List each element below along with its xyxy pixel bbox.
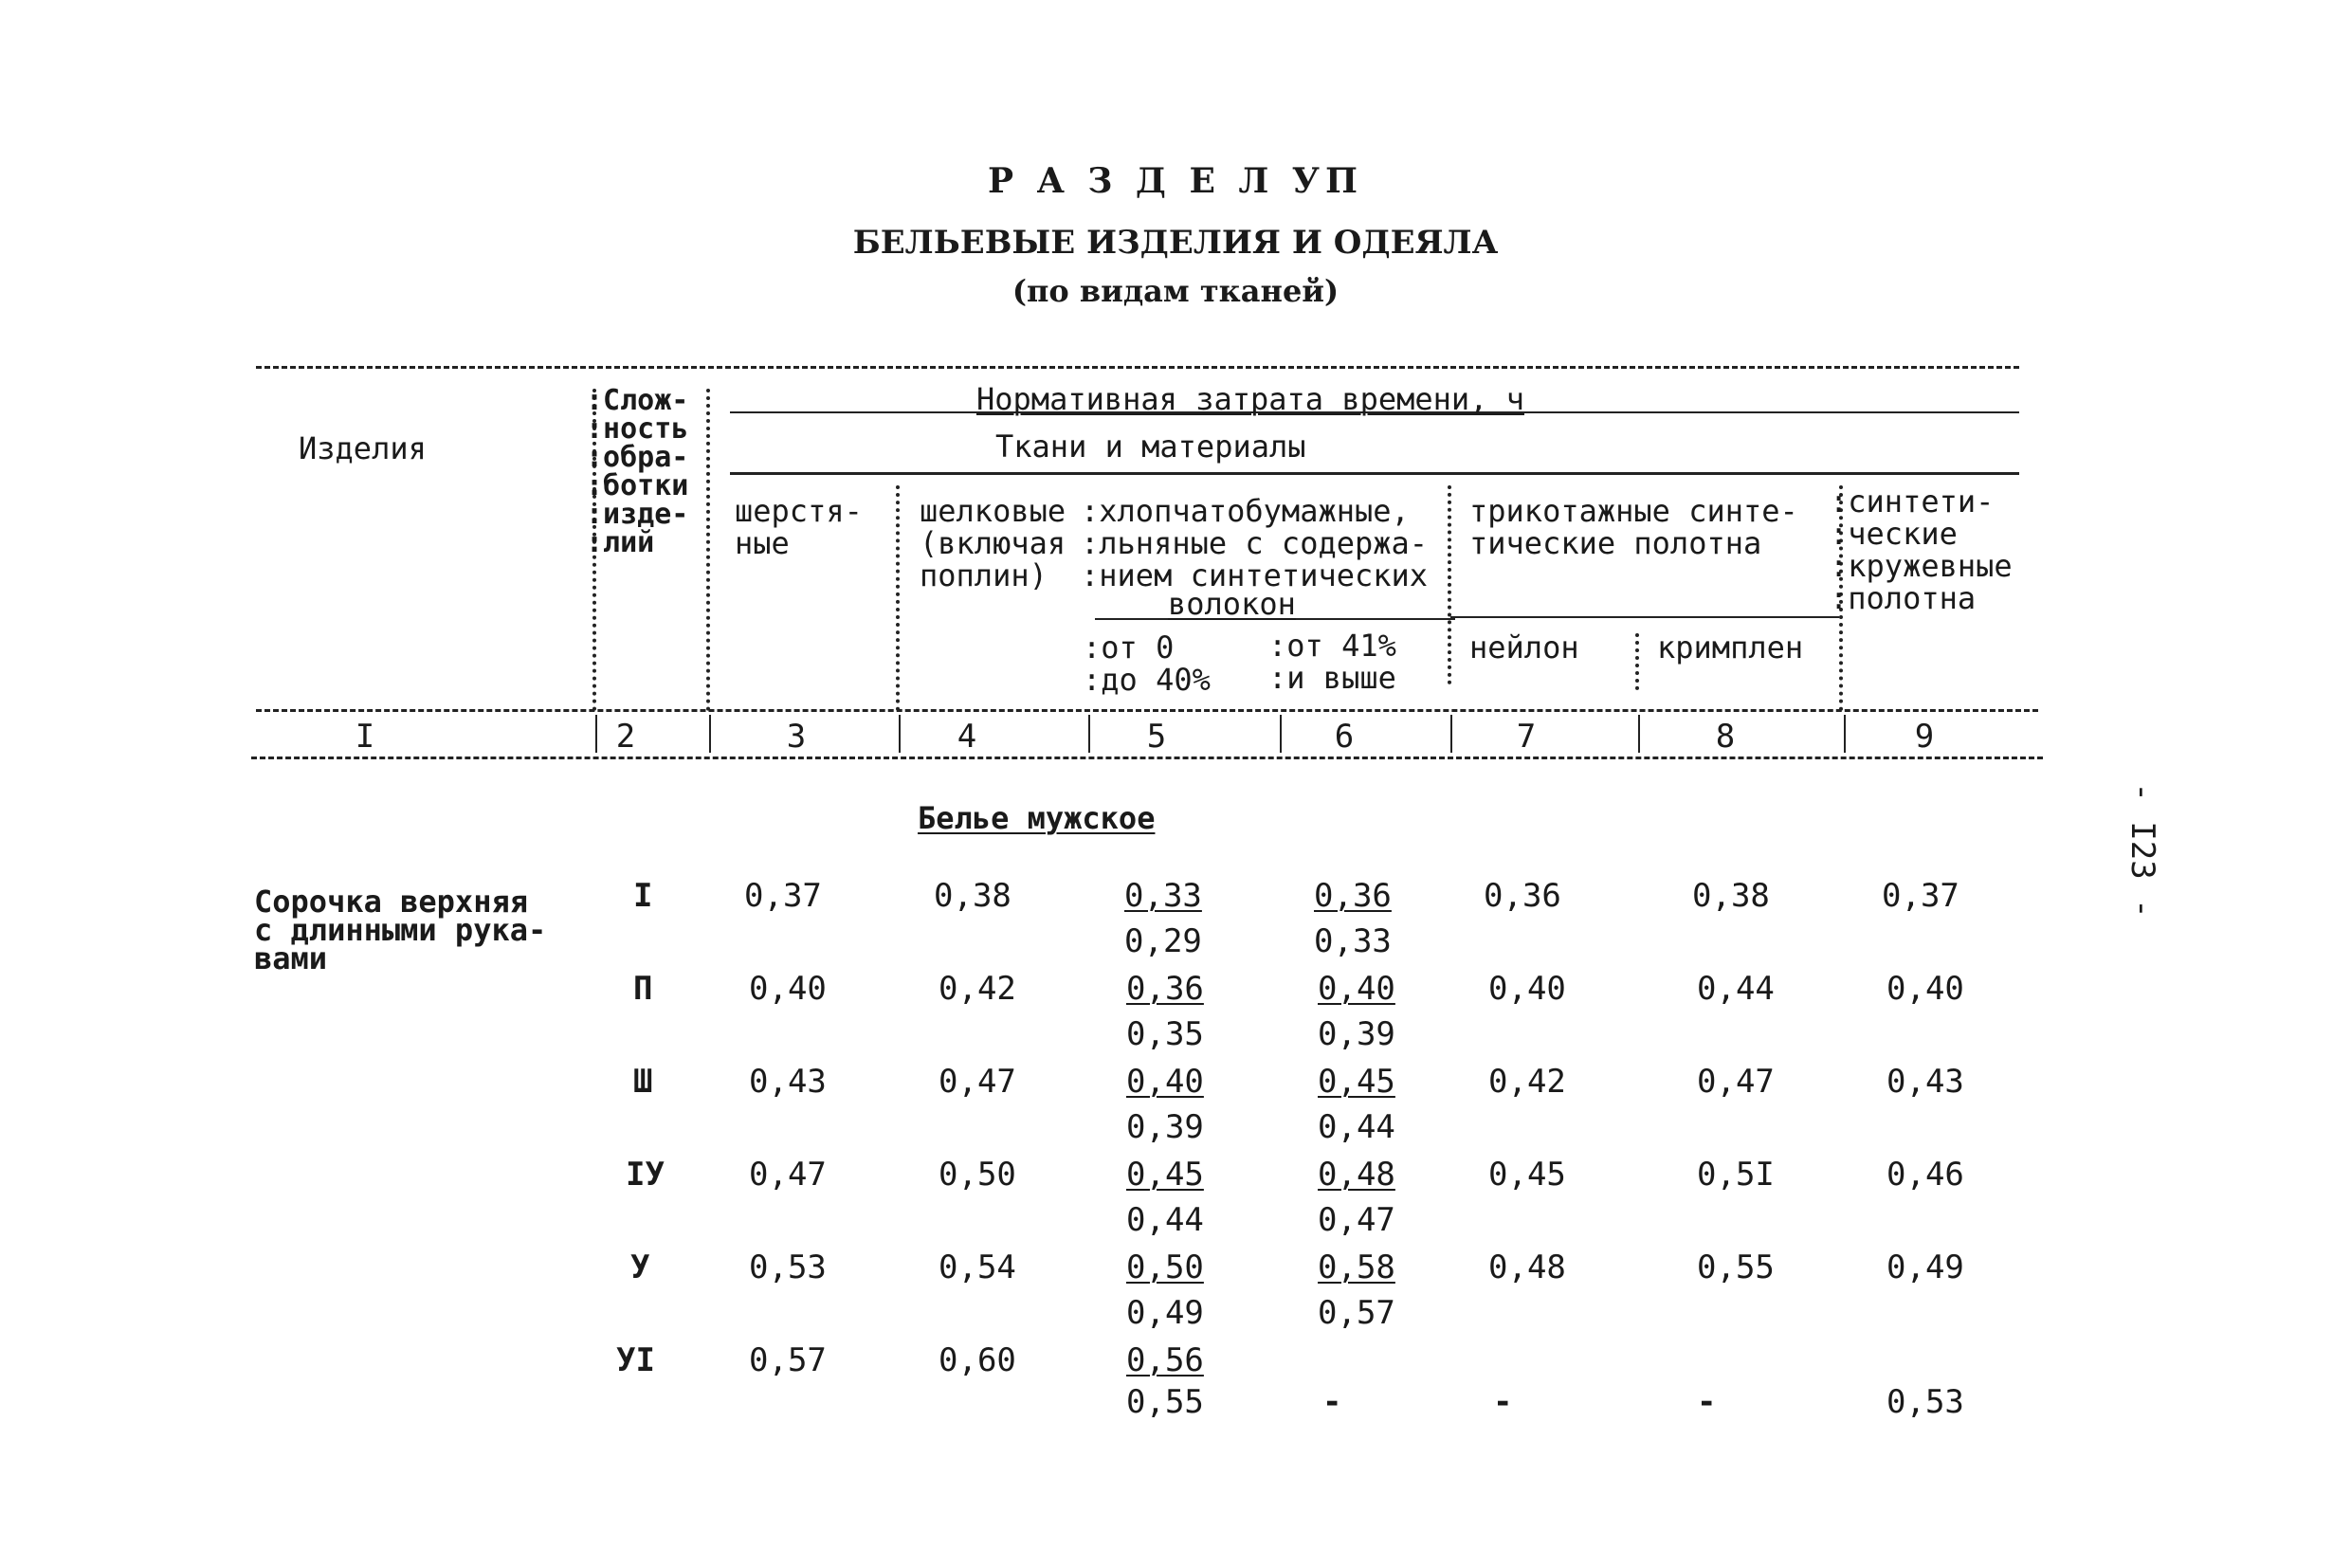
- col-cotton-b-header: :от 41% :и выше: [1268, 628, 1396, 696]
- cell-cotton-a-bottom: 0,55: [1126, 1383, 1204, 1421]
- cell-cotton-b-bottom: -: [1322, 1383, 1342, 1421]
- cell-cotton-b-bottom: 0,33: [1314, 922, 1392, 960]
- materials-title: Ткани и материалы: [995, 428, 1306, 465]
- materials-rule: [730, 472, 2019, 475]
- num-sep-6: [1450, 715, 1452, 753]
- cell-wool: 0,43: [749, 1063, 827, 1101]
- col-cotton-a-header: :от 0 :до 40%: [1083, 629, 1211, 698]
- cell-silk: 0,60: [939, 1341, 1016, 1379]
- cell-crimplene: 0,44: [1697, 970, 1775, 1008]
- col-sep-2: [706, 389, 710, 711]
- num-sep-7: [1638, 715, 1640, 753]
- cell-cotton-a-bottom: 0,44: [1126, 1201, 1204, 1239]
- cell-lace: 0,37: [1882, 877, 1959, 915]
- num-sep-5: [1280, 715, 1282, 753]
- cell-cotton-a-bottom: 0,35: [1126, 1015, 1204, 1053]
- norm-title: Нормативная затрата времени, ч: [976, 381, 1524, 417]
- cell-nylon: -: [1493, 1383, 1513, 1421]
- col-number-3: 3: [786, 718, 807, 756]
- col-number-7: 7: [1516, 718, 1537, 756]
- knit-sub-rule: [1450, 616, 1839, 618]
- cell-nylon: 0,36: [1484, 877, 1561, 915]
- num-sep-1: [595, 715, 597, 753]
- cell-wool: 0,53: [749, 1249, 827, 1286]
- section-note: (по видам тканей): [1011, 273, 1340, 309]
- col-number-8: 8: [1715, 718, 1736, 756]
- col-knit-crimplene-header: кримплен: [1657, 629, 1804, 665]
- numbers-bottom-rule: [251, 757, 2043, 759]
- cell-cotton-b-top: 0,58: [1318, 1249, 1395, 1286]
- header-bottom-rule: [256, 709, 2038, 712]
- num-sep-3: [899, 715, 901, 753]
- cell-nylon: 0,40: [1488, 970, 1566, 1008]
- cell-nylon: 0,48: [1488, 1249, 1566, 1286]
- col-number-1: I: [355, 718, 375, 756]
- table-top-rule: [256, 366, 2019, 369]
- cell-complexity: П: [633, 970, 653, 1008]
- col-wool-header: шерстя- ные: [735, 493, 863, 561]
- cell-silk: 0,50: [939, 1156, 1016, 1194]
- num-sep-4: [1088, 715, 1090, 753]
- cell-silk: 0,54: [939, 1249, 1016, 1286]
- col-cotton-header: :хлопчатобумажные, :льняные с содержа- :нием синтетических: [1081, 493, 1429, 593]
- cell-nylon: 0,45: [1488, 1156, 1566, 1194]
- group-title: Белье мужское: [918, 800, 1156, 836]
- cell-crimplene: 0,38: [1692, 877, 1770, 915]
- cell-lace: 0,46: [1886, 1156, 1964, 1194]
- col-number-4: 4: [957, 718, 977, 756]
- cell-lace: 0,40: [1886, 970, 1964, 1008]
- col-number-9: 9: [1914, 718, 1935, 756]
- cell-cotton-a-bottom: 0,49: [1126, 1294, 1204, 1332]
- num-sep-8: [1844, 715, 1846, 753]
- col-knit-header: трикотажные синте- тические полотна: [1469, 493, 1798, 561]
- col-lace-header: :синтети- :ческие :кружевные :полотна: [1830, 483, 2013, 616]
- cell-cotton-b-top: 0,48: [1318, 1156, 1395, 1194]
- cell-cotton-b-top: 0,36: [1314, 877, 1392, 915]
- col-sep-3: [896, 485, 900, 711]
- col-sep-6: [1448, 485, 1451, 684]
- cell-crimplene: 0,5I: [1697, 1156, 1775, 1194]
- cell-lace: 0,43: [1886, 1063, 1964, 1101]
- cell-complexity: УI: [616, 1341, 655, 1379]
- col-silk-header: шелковые (включая поплин): [920, 493, 1066, 593]
- col-sep-7: [1635, 633, 1639, 690]
- cell-wool: 0,57: [749, 1341, 827, 1379]
- item-name: Сорочка верхняя с длинными рука- вами: [254, 884, 547, 976]
- cell-nylon: 0,42: [1488, 1063, 1566, 1101]
- cell-complexity: Ш: [633, 1063, 653, 1101]
- cell-cotton-b-bottom: 0,57: [1318, 1294, 1395, 1332]
- col-cotton-tail: волокон: [1168, 586, 1296, 622]
- cell-cotton-a-bottom: 0,29: [1124, 922, 1202, 960]
- col-knit-nylon-header: нейлон: [1469, 629, 1579, 665]
- cell-wool: 0,37: [744, 877, 822, 915]
- col-number-6: 6: [1334, 718, 1355, 756]
- cell-cotton-a-top: 0,36: [1126, 970, 1204, 1008]
- page-number: - I23 -: [2123, 782, 2161, 919]
- cell-cotton-b-bottom: 0,44: [1318, 1108, 1395, 1146]
- cell-cotton-a-top: 0,50: [1126, 1249, 1204, 1286]
- col-items-header: Изделия: [299, 430, 427, 466]
- col-complexity-header: :Слож- :ность :обра- :ботки :изде- :лий: [586, 384, 689, 559]
- cell-crimplene: 0,55: [1697, 1249, 1775, 1286]
- cell-lace: 0,49: [1886, 1249, 1964, 1286]
- cell-complexity: I: [633, 877, 653, 915]
- cell-cotton-a-top: 0,45: [1126, 1156, 1204, 1194]
- cell-silk: 0,42: [939, 970, 1016, 1008]
- cell-wool: 0,40: [749, 970, 827, 1008]
- cell-cotton-b-top: 0,45: [1318, 1063, 1395, 1101]
- cell-silk: 0,47: [939, 1063, 1016, 1101]
- cell-wool: 0,47: [749, 1156, 827, 1194]
- section-title: Р А З Д Е Л УП: [987, 161, 1364, 201]
- cell-cotton-b-bottom: 0,39: [1318, 1015, 1395, 1053]
- num-sep-2: [709, 715, 711, 753]
- cell-cotton-a-bottom: 0,39: [1126, 1108, 1204, 1146]
- col-number-2: 2: [615, 718, 636, 756]
- cell-cotton-a-top: 0,33: [1124, 877, 1202, 915]
- cell-lace: 0,53: [1886, 1383, 1964, 1421]
- cell-cotton-b-top: 0,40: [1318, 970, 1395, 1008]
- section-subtitle: БЕЛЬЕВЫЕ ИЗДЕЛИЯ И ОДЕЯЛА: [852, 224, 1499, 262]
- cell-silk: 0,38: [934, 877, 1011, 915]
- cell-complexity: У: [630, 1249, 650, 1286]
- cell-cotton-a-top: 0,56: [1126, 1341, 1204, 1379]
- cell-cotton-a-top: 0,40: [1126, 1063, 1204, 1101]
- cell-crimplene: 0,47: [1697, 1063, 1775, 1101]
- col-number-5: 5: [1146, 718, 1167, 756]
- cell-cotton-b-bottom: 0,47: [1318, 1201, 1395, 1239]
- cell-crimplene: -: [1697, 1383, 1717, 1421]
- cell-complexity: IУ: [626, 1156, 665, 1194]
